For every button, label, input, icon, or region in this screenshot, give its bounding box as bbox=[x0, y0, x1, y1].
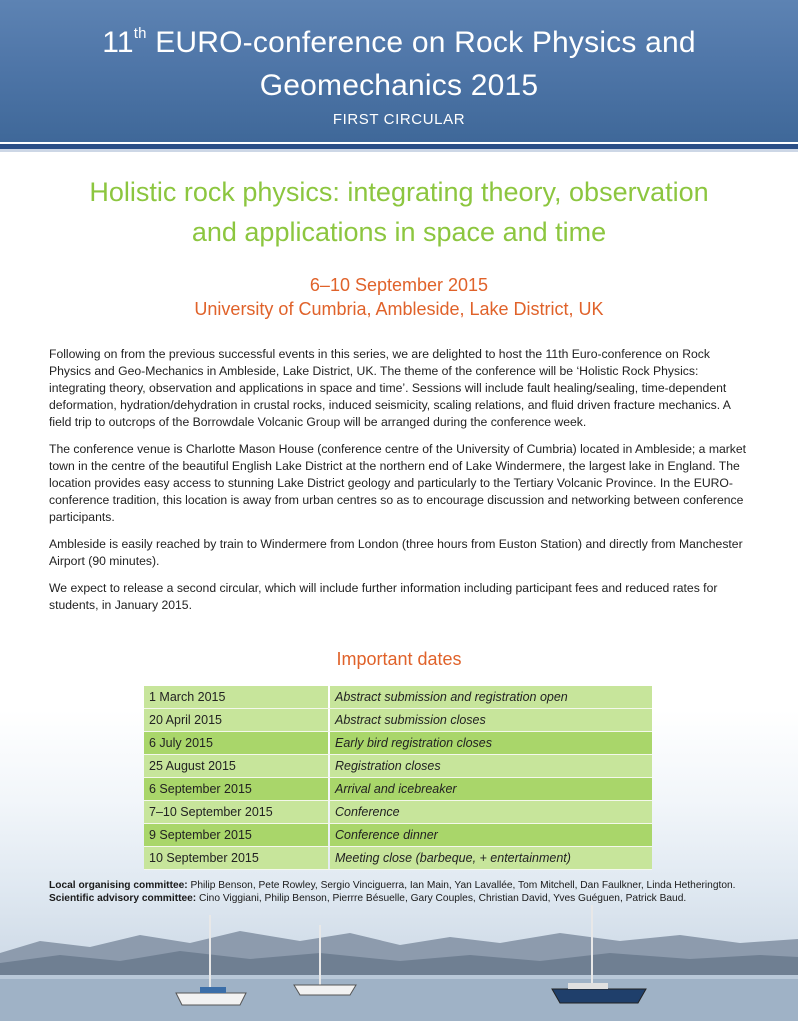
date-cell: 1 March 2015 bbox=[144, 686, 328, 708]
advisory-committee-members: Cino Viggiani, Philip Benson, Pierrre Bésuelle, Gary Couples, Christian David, Yves Guéguen, Patrick Baud. bbox=[196, 893, 687, 904]
table-row bbox=[144, 824, 652, 847]
date-cell: 10 September 2015 bbox=[144, 847, 328, 869]
event-dates: 6–10 September 2015 bbox=[309, 275, 489, 295]
event-info bbox=[0, 273, 798, 321]
table-row bbox=[144, 778, 652, 801]
conference-title-line1: 11th EURO-conference on Rock Physics and bbox=[102, 25, 696, 59]
paragraph: Following on from the previous successful events in this series, we are delighted to host the 11th Euro-conference on Rock Physics and Geo-Mechanics in Ambleside, Lake District, UK. The theme of the conference will be ‘Holistic Rock Physics: integrating theory, observation and applications in space and time’. Sessions will include fault healing/sealing, time-dependent deformation, hydration/dehydration in crustal rocks, induced seismicity, scaling relations, and fluid driven fracture mechanics. A field trip to outcrops of the Borrowdale Volcanic Group will be arranged during the conference week. bbox=[49, 347, 731, 429]
table-row bbox=[144, 801, 652, 824]
event-cell: Meeting close (barbeque, + entertainment) bbox=[330, 847, 652, 869]
table-row bbox=[144, 755, 652, 778]
boat-hull bbox=[176, 993, 246, 1005]
header-divider bbox=[0, 142, 798, 152]
advisory-committee-label: Scientific advisory committee: bbox=[49, 893, 197, 904]
event-location: University of Cumbria, Ambleside, Lake District, UK bbox=[194, 299, 604, 319]
lake-scene-image bbox=[0, 905, 798, 1021]
important-dates-heading: Important dates bbox=[336, 649, 462, 669]
date-cell: 7–10 September 2015 bbox=[144, 801, 328, 823]
important-dates-table bbox=[144, 686, 652, 870]
date-cell: 6 September 2015 bbox=[144, 778, 328, 800]
advisory-committee bbox=[49, 892, 769, 905]
table-row bbox=[144, 709, 652, 732]
paragraph: Ambleside is easily reached by train to Windermere from London (three hours from Euston Station) and directly from Manchester Airport (90 minutes). bbox=[49, 537, 743, 568]
committees bbox=[49, 879, 769, 905]
event-cell: Arrival and icebreaker bbox=[330, 778, 652, 800]
event-cell: Conference dinner bbox=[330, 824, 652, 846]
paragraph: The conference venue is Charlotte Mason House (conference centre of the University of Cumbria) located in Ambleside; a market town in the centre of the beautiful English Lake District at the northern end of Lake Windermere, the largest lake in England. The location provides easy access to stunning Lake District geology and particularly to the Tertiary Volcanic Province. In the EURO-conference tradition, this location is away from urban centres so as to encourage discussion and networking between conference participants. bbox=[49, 442, 747, 524]
body-text bbox=[49, 346, 752, 624]
table-row bbox=[144, 732, 652, 755]
date-cell: 6 July 2015 bbox=[144, 732, 328, 754]
boat-hull bbox=[294, 985, 356, 995]
date-cell: 25 August 2015 bbox=[144, 755, 328, 777]
paragraph: We expect to release a second circular, which will include further information including participant fees and reduced rates for students, in January 2015. bbox=[49, 581, 718, 612]
local-committee-label: Local organising committee: bbox=[49, 880, 188, 891]
table-row bbox=[144, 686, 652, 709]
local-committee-members: Philip Benson, Pete Rowley, Sergio Vinciguerra, Ian Main, Yan Lavallée, Tom Mitchell, Dan Faulkner, Linda Hetherington. bbox=[187, 880, 736, 891]
circular-label: FIRST CIRCULAR bbox=[332, 111, 466, 128]
event-cell: Registration closes bbox=[330, 755, 652, 777]
theme-line2: and applications in space and time bbox=[191, 217, 607, 247]
lake-water bbox=[0, 975, 798, 1021]
boat-hull bbox=[552, 989, 646, 1003]
conference-title-line2: Geomechanics 2015 bbox=[259, 69, 539, 102]
table-row bbox=[144, 847, 652, 870]
date-cell: 9 September 2015 bbox=[144, 824, 328, 846]
theme-subtitle bbox=[0, 172, 798, 252]
header-banner bbox=[0, 0, 798, 142]
event-cell: Abstract submission closes bbox=[330, 709, 652, 731]
event-cell: Early bird registration closes bbox=[330, 732, 652, 754]
event-cell: Abstract submission and registration open bbox=[330, 686, 652, 708]
local-committee bbox=[49, 879, 769, 892]
event-cell: Conference bbox=[330, 801, 652, 823]
theme-line1: Holistic rock physics: integrating theory, observation bbox=[89, 177, 709, 207]
date-cell: 20 April 2015 bbox=[144, 709, 328, 731]
